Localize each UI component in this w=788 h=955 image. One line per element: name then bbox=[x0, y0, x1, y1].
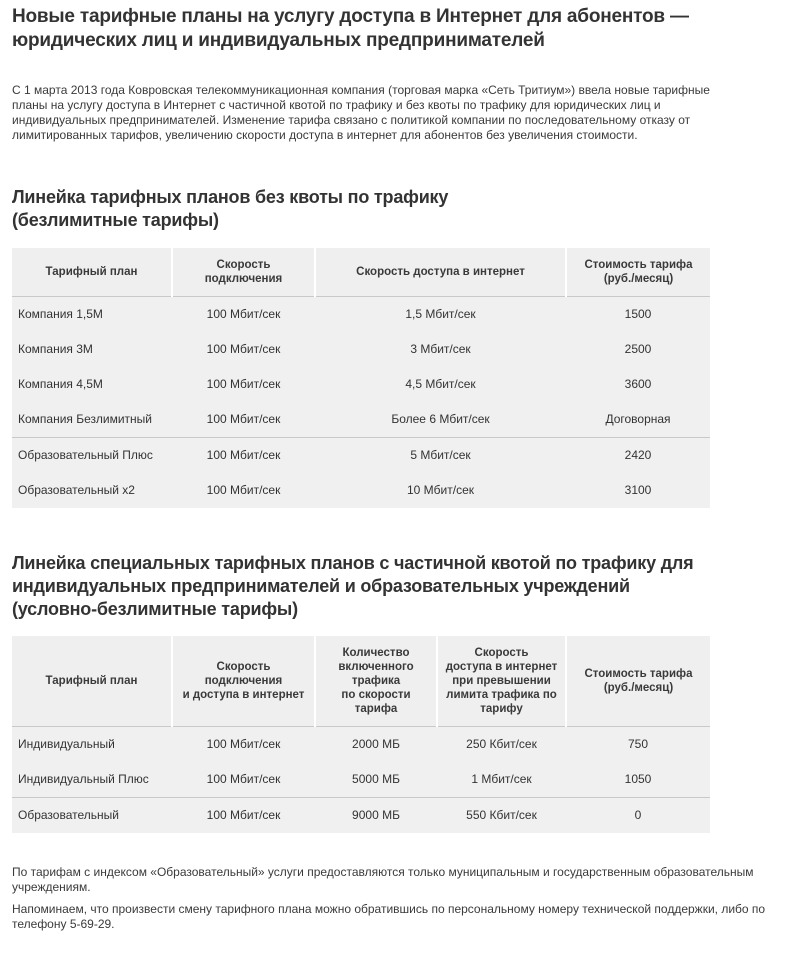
table-cell: 100 Мбит/сек bbox=[206, 483, 281, 497]
table-cell: 100 Мбит/сек bbox=[206, 307, 281, 321]
column-header: Стоимость тарифа (руб./месяц) bbox=[566, 248, 710, 296]
educational-note: По тарифам с индексом «Образовательный» услуги предоставляются только муниципальным и государственным образовательным учреждениям. bbox=[12, 865, 754, 894]
table-cell: Компания Безлимитный bbox=[18, 412, 153, 426]
table-cell: Индивидуальный Плюс bbox=[18, 772, 149, 786]
column-header: Скорость подключения и доступа в интернет bbox=[172, 636, 315, 726]
quota-tariffs-table bbox=[12, 636, 710, 833]
table-cell: 550 Кбит/сек bbox=[437, 797, 566, 833]
table-row bbox=[12, 332, 710, 367]
table-row bbox=[12, 402, 710, 438]
table-row bbox=[12, 762, 710, 798]
table-cell: 100 Мбит/сек bbox=[206, 412, 281, 426]
table-cell: 3100 bbox=[624, 483, 652, 497]
column-header: Стоимость тарифа (руб./месяц) bbox=[566, 636, 710, 726]
table-cell: Компания 1,5М bbox=[18, 307, 103, 321]
unlimited-tariffs-table bbox=[12, 248, 710, 508]
table-cell: 10 Мбит/сек bbox=[406, 483, 474, 497]
table-cell: 5000 МБ bbox=[352, 772, 400, 786]
table-cell: 3 Мбит/сек bbox=[410, 342, 471, 356]
table-cell: 1050 bbox=[624, 772, 652, 786]
table-cell: 0 bbox=[566, 797, 710, 833]
section1-heading bbox=[12, 186, 532, 232]
table-cell: Компания 3М bbox=[18, 342, 93, 356]
intro-paragraph: С 1 марта 2013 года Ковровская телекоммуникационная компания (торговая марка «Сеть Тритиум») ввела новые тарифные планы на услугу доступа в Интернет с частичной квотой по трафику и без квоты по трафику для юридических лиц и индивидуальных предпринимателей. Изменение тарифа связано с политикой компании по последовательному отказу от лимитированных тарифов, увеличению скорости доступа в интернет для абонентов без увеличения стоимости. bbox=[12, 83, 710, 142]
column-header: Скорость подключения bbox=[172, 248, 315, 296]
support-note: Напоминаем, что произвести смену тарифного плана можно обратившись по персональному номеру технической поддержки, либо по телефону 5-69-29. bbox=[12, 902, 766, 931]
column-header: Тарифный план bbox=[12, 248, 172, 296]
section1-heading-line2: (безлимитные тарифы) bbox=[12, 210, 219, 230]
table-header-row bbox=[12, 636, 710, 726]
page-title: Новые тарифные планы на услугу доступа в Интернет для абонентов — юридических лиц и индивидуальных предпринимателей bbox=[12, 6, 689, 51]
table-cell: 1,5 Мбит/сек bbox=[405, 307, 476, 321]
table-cell: Более 6 Мбит/сек bbox=[391, 412, 490, 426]
table-row bbox=[12, 726, 710, 762]
table-row bbox=[12, 797, 710, 833]
table-cell: 5 Мбит/сек bbox=[315, 437, 566, 473]
section1-heading-line1: Линейка тарифных планов без квоты по трафику bbox=[12, 187, 449, 207]
column-header: Количество включенного трафика по скорости тарифа bbox=[315, 636, 437, 726]
table-cell: 100 Мбит/сек bbox=[206, 737, 281, 751]
table-cell: 9000 МБ bbox=[315, 797, 437, 833]
table-cell: Образовательный bbox=[12, 797, 172, 833]
table-header-row bbox=[12, 248, 710, 296]
table-cell: Договорная bbox=[605, 412, 671, 426]
column-header: Тарифный план bbox=[12, 636, 172, 726]
table-cell: 3600 bbox=[624, 377, 652, 391]
table-cell: 750 bbox=[627, 737, 649, 751]
table-cell: 100 Мбит/сек bbox=[206, 377, 281, 391]
table-row bbox=[12, 437, 710, 473]
table-cell: 1 Мбит/сек bbox=[471, 772, 532, 786]
column-header: Скорость доступа в интернет bbox=[315, 248, 566, 296]
table-cell: 1500 bbox=[624, 307, 652, 321]
table-cell: 250 Кбит/сек bbox=[466, 737, 537, 751]
table-cell: Образовательный Плюс bbox=[12, 437, 172, 473]
table-cell: 2420 bbox=[566, 437, 710, 473]
table-cell: 100 Мбит/сек bbox=[172, 437, 315, 473]
table-row bbox=[12, 473, 710, 508]
table-cell: 100 Мбит/сек bbox=[172, 797, 315, 833]
table-cell: Образовательный х2 bbox=[18, 483, 135, 497]
table-cell: Индивидуальный bbox=[18, 737, 115, 751]
table-row bbox=[12, 367, 710, 402]
section2-heading: Линейка специальных тарифных планов с частичной квотой по трафику для индивидуальных предпринимателей и образовательных учреждений (условно-безлимитные тарифы) bbox=[12, 553, 694, 619]
table-cell: 2500 bbox=[624, 342, 652, 356]
table-cell: 100 Мбит/сек bbox=[206, 342, 281, 356]
table-cell: 100 Мбит/сек bbox=[206, 772, 281, 786]
table-row bbox=[12, 296, 710, 332]
table-cell: Компания 4,5М bbox=[18, 377, 103, 391]
column-header: Скорость доступа в интернет при превышении лимита трафика по тарифу bbox=[437, 636, 566, 726]
table-cell: 2000 МБ bbox=[352, 737, 400, 751]
table-cell: 4,5 Мбит/сек bbox=[405, 377, 476, 391]
